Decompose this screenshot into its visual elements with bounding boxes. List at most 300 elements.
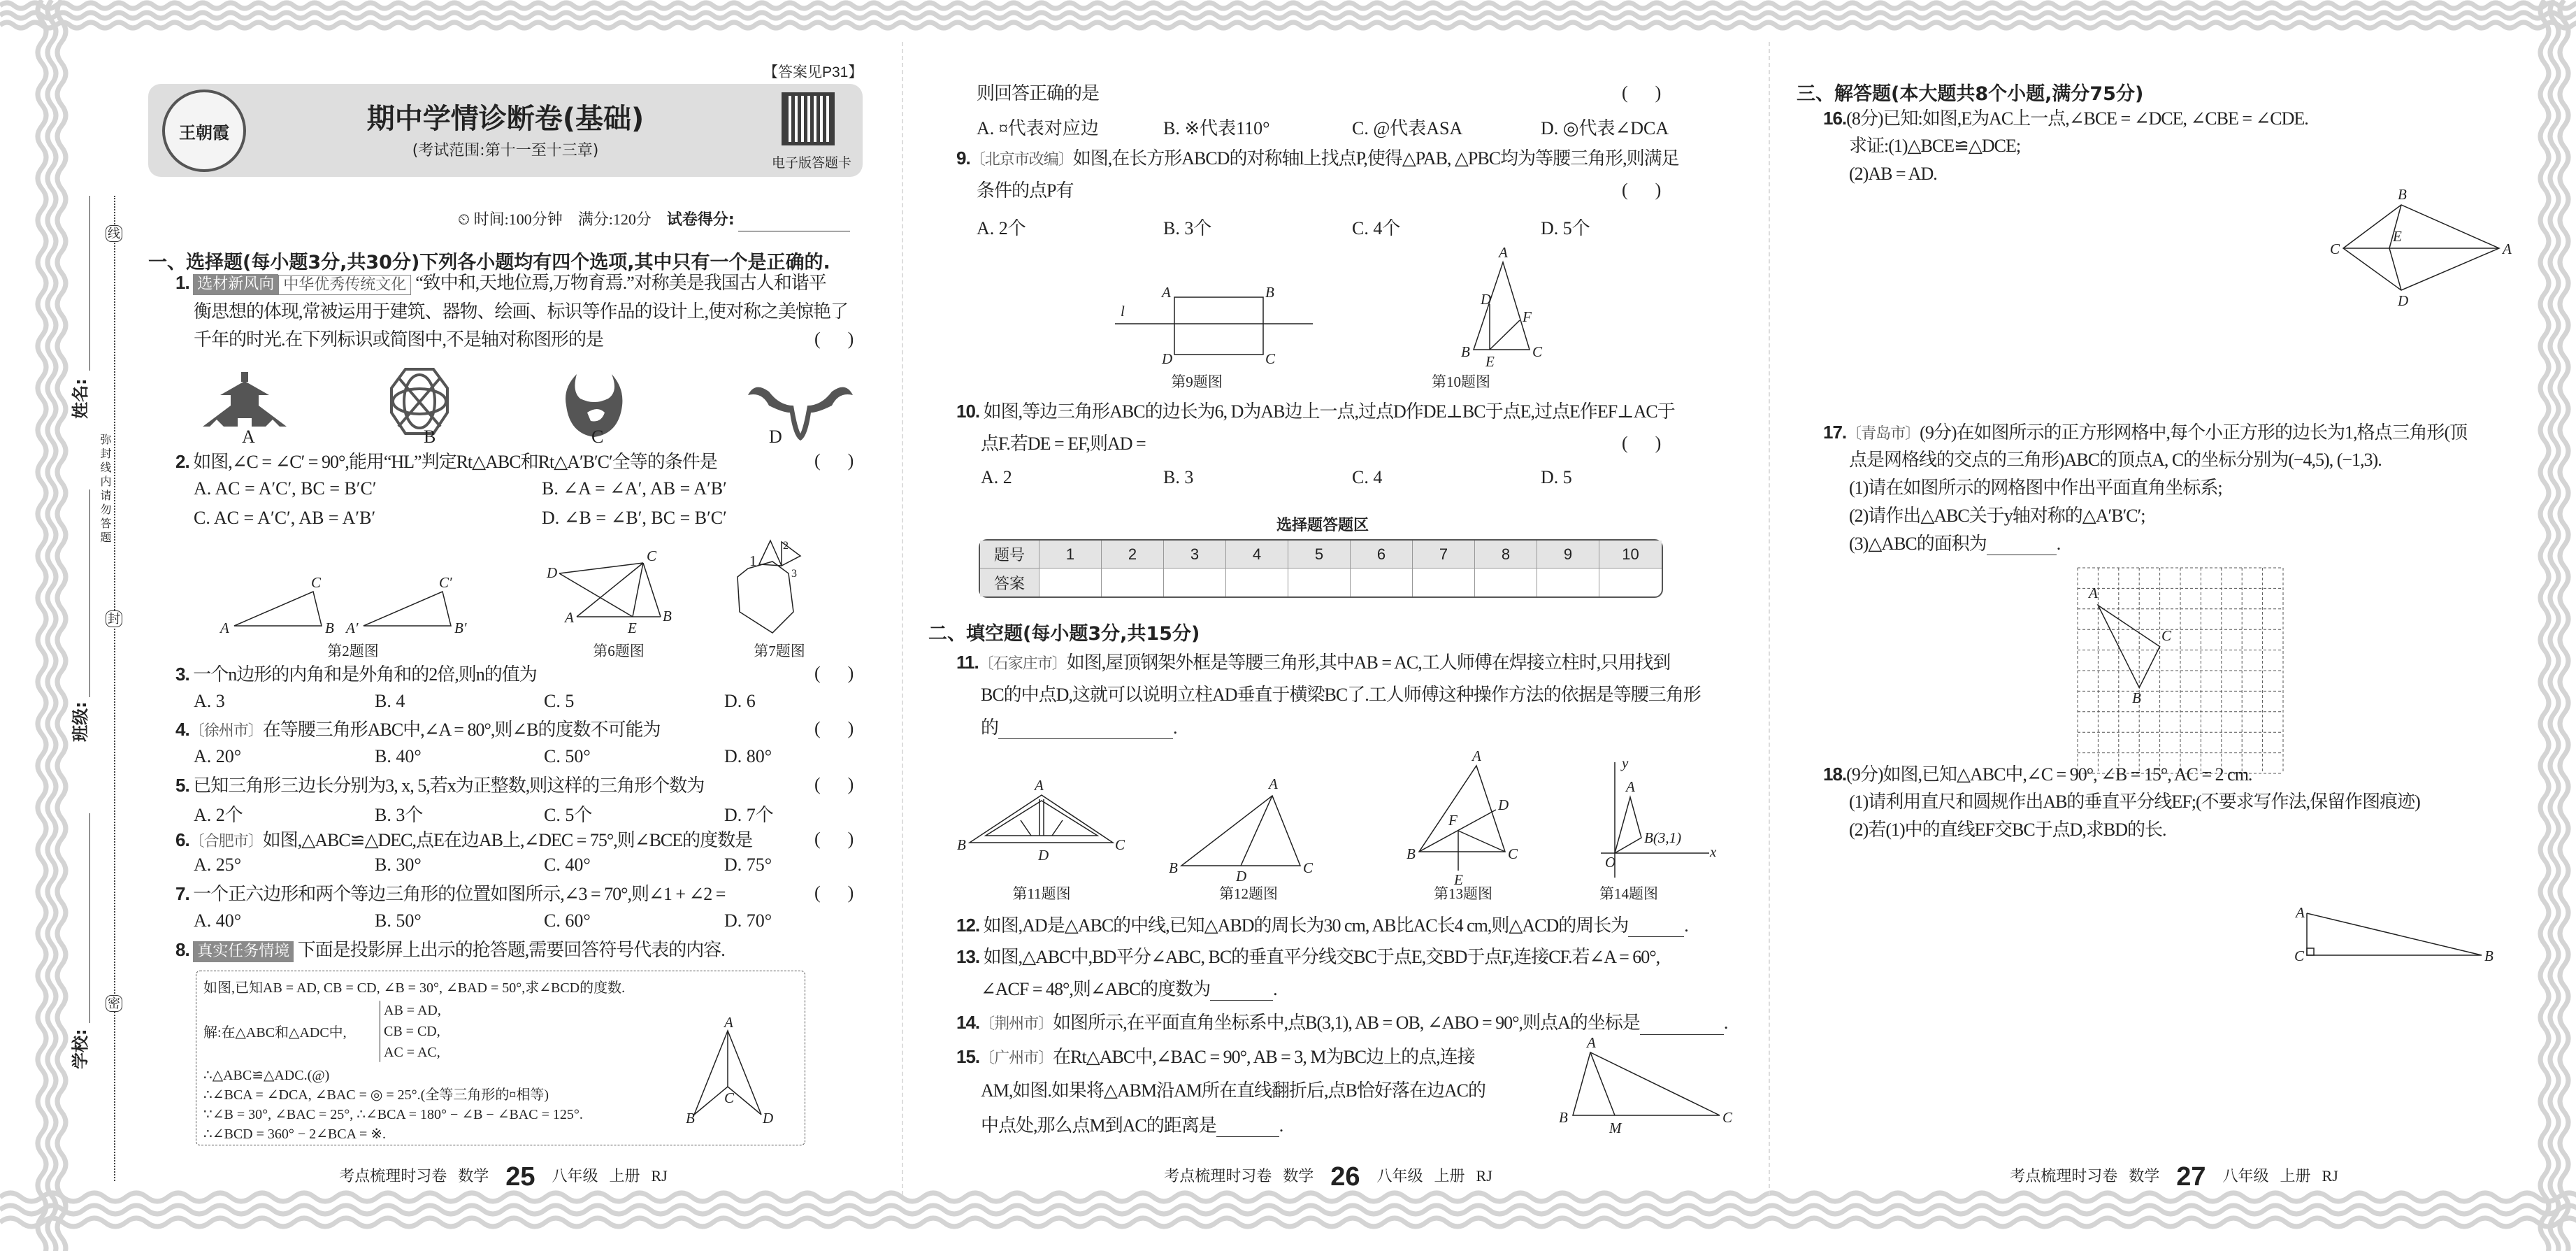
figure-label: B <box>2132 689 2141 706</box>
figure-label: A <box>1472 748 1481 764</box>
question-number: 5. <box>175 775 189 796</box>
figure-label: D <box>1162 350 1173 367</box>
question-text: BC的中点D,这就可以说明立柱AD垂直于横梁BC了.工人师傅这种操作方法的依据是等腰三角形 <box>981 685 1701 705</box>
box-text: CB = CD, <box>384 1024 440 1039</box>
answer-cell[interactable] <box>1039 569 1102 596</box>
option-d[interactable]: D. 7个 <box>724 805 774 825</box>
figure-label: O <box>1605 854 1616 871</box>
answer-table <box>979 539 1663 598</box>
option-b[interactable]: B. 3个 <box>1163 218 1212 238</box>
option-b[interactable]: B <box>424 427 436 447</box>
footer-grade: 八年级 <box>1376 1166 1423 1185</box>
question-text: 衡思想的体现,常被运用于建筑、器物、绘画、标识等作品的设计上,使对称之美惊艳了 <box>194 301 849 322</box>
question-text: 在等腰三角形ABC中,∠A = 80°,则∠B的度数不可能为 <box>262 720 661 740</box>
figure-q16 <box>2328 185 2524 311</box>
figure-q14 <box>1587 755 1720 881</box>
qr-caption: 电子版答题卡 <box>771 156 851 171</box>
option-b[interactable]: B. ※代表110° <box>1163 118 1270 138</box>
question-number: 14. <box>956 1012 980 1033</box>
question-text: 的 . <box>981 717 1177 738</box>
question-text: 中点处,那么点M到AC的距离是 <box>981 1115 1216 1136</box>
figure-caption: 第9题图 <box>1171 373 1223 390</box>
option-b[interactable]: B. 50° <box>375 910 422 931</box>
wave-left <box>48 0 56 1251</box>
option-d[interactable]: D <box>769 427 782 447</box>
question-1 <box>175 271 826 295</box>
question-text: (1)请利用直尺和圆规作出AB的垂直平分线EF;(不要求写作法,保留作图痕迹) <box>1849 792 2420 812</box>
box-text: ∴△ABC≌△ADC.(@) <box>203 1068 330 1083</box>
option-a[interactable]: A. 2个 <box>194 805 243 825</box>
option-b[interactable]: B. 3 <box>1163 467 1194 487</box>
figure-label: B <box>325 620 334 636</box>
question-7 <box>175 882 725 906</box>
answer-reference: 【答案见P31】 <box>763 64 863 80</box>
figure-label: B <box>1559 1109 1568 1126</box>
question-text: 如图,在长方形ABCD的对称轴l上找点P,使得△PAB, △PBC均为等腰三角形,则满足 <box>1072 148 1679 169</box>
footer-edition: RJ <box>651 1166 668 1185</box>
question-number-cell: 3 <box>1164 541 1226 569</box>
figure-label: D <box>547 564 558 581</box>
answer-blank[interactable] <box>1987 537 2057 555</box>
answer-cell[interactable] <box>1413 569 1475 596</box>
question-source: 〔青岛市〕 <box>1846 424 1920 442</box>
option-a[interactable]: A. ¤代表对应边 <box>977 118 1099 138</box>
wave-bottom <box>0 1218 2576 1227</box>
question-number: 12. <box>956 915 980 936</box>
question-text: (1)请在如图所示的网格图中作出平面直角坐标系; <box>1849 478 2222 498</box>
question-number: 7. <box>175 883 189 904</box>
tag-badge: 真实任务情境 <box>193 941 294 962</box>
school-field-line[interactable] <box>89 813 90 1023</box>
question-9 <box>956 147 1679 171</box>
question-17 <box>1823 421 2467 445</box>
answer-table-title: 选择题答题区 <box>1276 517 1369 534</box>
figure-label: C <box>1303 859 1314 876</box>
answer-blank[interactable] <box>1640 1017 1724 1035</box>
option-b[interactable]: B. 30° <box>375 855 422 875</box>
figure-q17-grid[interactable] <box>2069 559 2293 776</box>
question-16 <box>1823 107 2308 130</box>
exam-title: 期中学情诊断卷(基础) <box>366 103 645 135</box>
wave-right <box>2550 0 2559 1251</box>
question-number: 6. <box>175 829 189 850</box>
answer-cell[interactable] <box>1599 569 1662 596</box>
wave-top <box>0 13 2576 18</box>
figure-label: D <box>1481 291 1492 308</box>
option-c[interactable]: C <box>591 427 604 447</box>
figure-label: A <box>2089 585 2098 601</box>
figure-caption: 第13题图 <box>1434 885 1492 902</box>
question-text: 已知三角形三边长分别为3, x, 5,若x为正整数,则这样的三角形个数为 <box>193 775 705 796</box>
footer-volume: 上册 <box>2280 1166 2311 1185</box>
clock-icon: ⏲ <box>458 210 470 228</box>
score-blank[interactable] <box>738 213 850 231</box>
question-number-cell: 1 <box>1039 541 1102 569</box>
ruyi-symbol-icon <box>748 387 853 441</box>
question-number-cell: 5 <box>1288 541 1351 569</box>
option-b[interactable]: B. 3个 <box>375 805 424 825</box>
figure-label: F <box>1448 812 1458 829</box>
figure-q11 <box>954 759 1125 864</box>
footer-volume: 上册 <box>609 1166 640 1185</box>
footer-subject: 数学 <box>2129 1166 2160 1185</box>
option-a[interactable]: A. 40° <box>194 910 242 931</box>
table-header: 答案 <box>980 569 1039 596</box>
option-a[interactable]: A. 2个 <box>977 218 1026 238</box>
page-number: 27 <box>2176 1162 2206 1192</box>
question-number: 13. <box>956 946 980 967</box>
exam-info <box>458 208 850 231</box>
question-3 <box>175 663 537 686</box>
figure-label: C <box>2330 241 2340 257</box>
answer-bracket[interactable]: ( ) <box>814 774 854 794</box>
question-number: 3. <box>175 664 189 685</box>
question-text: 求证:(1)△BCE≌△DCE; <box>1849 136 2021 156</box>
question-number: 16. <box>1823 108 1847 129</box>
table-header: 题号 <box>980 541 1039 569</box>
figure-label: C <box>311 574 322 591</box>
answer-blank[interactable] <box>998 721 1173 739</box>
option-d[interactable]: D. 5个 <box>1541 218 1590 238</box>
answer-blank[interactable] <box>1210 982 1273 1001</box>
seal-char: 封 <box>106 610 122 627</box>
footer-edition: RJ <box>1476 1166 1492 1185</box>
figure-label: C <box>2161 627 2172 644</box>
question-10 <box>956 400 1675 423</box>
box-text: 如图,已知AB = AD, CB = CD, ∠B = 30°, ∠BAD = 50°,求∠BCD的度数. <box>203 980 626 996</box>
figure-label: A <box>1269 775 1278 792</box>
figure-label: A′ <box>346 620 359 636</box>
option-a[interactable]: A. 20° <box>194 746 242 766</box>
class-field-line[interactable] <box>89 489 90 697</box>
question-13 <box>956 945 1660 968</box>
figure-label: B <box>663 608 672 624</box>
question-text: (9分)在如图所示的正方形网格中,每个小正方形的边长为1,格点三角形(顶 <box>1920 422 2468 443</box>
figure-label: A <box>724 1014 733 1031</box>
option-c[interactable]: C. @代表ASA <box>1352 118 1463 138</box>
option-c[interactable]: C. 4个 <box>1352 218 1401 238</box>
answer-bracket[interactable]: ( ) <box>814 663 854 683</box>
figure-q6 <box>545 538 706 636</box>
option-a[interactable]: A. 2 <box>981 467 1012 487</box>
question-14: 14.〔荆州市〕如图所示,在平面直角坐标系中,点B(3,1), AB = OB, ∠ABO = 90°,则点A的坐标是 . <box>956 1011 1727 1035</box>
wave-top <box>0 22 2576 28</box>
page-footer <box>1158 1162 1498 1192</box>
option-b[interactable]: B. 40° <box>375 746 422 766</box>
answer-bracket[interactable]: ( ) <box>814 329 854 349</box>
figure-label: A <box>1626 778 1635 795</box>
figure-label: B <box>1265 284 1274 301</box>
projection-box <box>196 971 805 1145</box>
tag-badge: 中华优秀传统文化 <box>278 275 411 295</box>
answer-cell[interactable] <box>1475 569 1537 596</box>
figure-label: A <box>220 620 229 636</box>
figure-q9 <box>1104 273 1314 371</box>
figure-label: B <box>957 836 966 853</box>
figure-label: C <box>1508 845 1518 862</box>
score-label: 试卷得分: <box>666 211 735 229</box>
tag-badge: 选材新风向 <box>193 274 278 295</box>
logo-text: 王朝霞 <box>179 124 229 143</box>
question-number: 10. <box>956 401 980 422</box>
answer-cell[interactable] <box>1537 569 1599 596</box>
question-source: 〔徐州市〕 <box>189 722 263 739</box>
answer-blank[interactable] <box>1216 1119 1279 1137</box>
question-text: (2)若(1)中的直线EF交BC于点D,求BD的长. <box>1849 820 2166 840</box>
question-4 <box>175 718 660 742</box>
question-text: 如图,△ABC中,BD平分∠ABC, BC的垂直平分线交BC于点E,交BD于点F,连接CF.若∠A = 60°, <box>983 947 1660 967</box>
figure-label: 1 <box>749 552 757 569</box>
question-text: 如图所示,在平面直角坐标系中,点B(3,1), AB = OB, ∠ABO = 90°,则点A的坐标是 <box>1053 1013 1640 1033</box>
figure-label: D <box>2398 292 2409 309</box>
question-text: 则回答正确的是 <box>977 83 1100 103</box>
figure-label: B <box>2484 948 2494 964</box>
figure-q18 <box>2293 902 2503 972</box>
figure-label: 2 <box>783 540 789 552</box>
figure-label: l <box>1121 303 1125 320</box>
footer-subject: 数学 <box>458 1166 489 1185</box>
question-11 <box>956 651 1670 675</box>
exam-time: 时间:100分钟 <box>473 210 563 228</box>
question-number-cell: 2 <box>1102 541 1164 569</box>
figure-label: C <box>647 548 657 564</box>
option-d[interactable]: D. 5 <box>1541 467 1572 487</box>
footer-series: 考点梳理时习卷 <box>339 1166 447 1185</box>
question-number: 11. <box>956 652 979 673</box>
lattice-window-symbol-icon <box>391 369 447 434</box>
answer-blank[interactable] <box>1628 919 1684 937</box>
answer-cell[interactable] <box>1288 569 1351 596</box>
question-number: 17. <box>1823 422 1847 443</box>
question-6 <box>175 829 752 852</box>
wave-right <box>2560 0 2568 1251</box>
figure-q7 <box>734 535 825 640</box>
question-number: 8. <box>175 939 189 960</box>
question-number: 9. <box>956 148 970 169</box>
figure-q12 <box>1160 762 1328 885</box>
page-divider <box>1769 42 1770 1195</box>
question-text: 如图,AD是△ABC的中线,已知△ABD的周长为30 cm, AB比AC长4 cm,则△ACD的周长为 <box>983 915 1629 936</box>
figure-label: D <box>763 1110 774 1127</box>
question-5 <box>175 774 704 797</box>
option-d[interactable]: D. 6 <box>724 691 756 711</box>
figure-label: C <box>1115 836 1125 853</box>
figure-label: C <box>1265 350 1276 367</box>
question-number: 1. <box>175 272 189 293</box>
option-c[interactable]: C. 40° <box>544 855 591 875</box>
question-text: 中点处,那么点M到AC的距离是 . <box>981 1115 1283 1136</box>
qr-code-icon[interactable] <box>782 92 835 145</box>
page-footer <box>333 1162 673 1192</box>
figure-q8 <box>686 1010 777 1129</box>
answer-bracket[interactable]: ( ) <box>814 882 854 903</box>
question-text: 如图,△ABC≌△DEC,点E在边AB上,∠DEC = 75°,则∠BCE的度数是 <box>262 830 753 850</box>
grid-lines <box>2078 568 2283 773</box>
figure-caption: 第12题图 <box>1219 885 1278 902</box>
question-12: 12. 如图,AD是△ABC的中线,已知△ABD的周长为30 cm, AB比AC长4 cm,则△ACD的周长为 . <box>956 915 1688 936</box>
figure-caption: 第6题图 <box>593 643 645 659</box>
option-a[interactable]: A <box>242 427 255 447</box>
section-3-title: 三、解答题(本大题共8个小题,满分75分) <box>1797 83 2144 105</box>
footer-grade: 八年级 <box>2222 1166 2269 1185</box>
wave-bottom <box>0 1206 2576 1214</box>
seal-char: 线 <box>106 225 122 242</box>
option-c[interactable]: C. AC = A′C′, AB = A′B′ <box>194 508 376 528</box>
pavilion-symbol-icon <box>203 372 287 427</box>
question-number: 15. <box>956 1046 980 1067</box>
option-c[interactable]: C. 4 <box>1352 467 1383 487</box>
option-c[interactable]: C. 5个 <box>544 805 593 825</box>
figure-label: B(3,1) <box>1644 829 1682 846</box>
option-b[interactable]: B. 4 <box>375 691 405 711</box>
figure-q13 <box>1398 748 1538 888</box>
figure-label: C′ <box>439 574 452 591</box>
question-number-cell: 8 <box>1475 541 1537 569</box>
option-d[interactable]: D. ◎代表∠DCA <box>1541 118 1669 138</box>
vertical-note: 弥封线内请勿答题 <box>99 434 110 545</box>
question-text: “致中和,天地位焉,万物育焉.”对称美是我国古人和谐平 <box>415 273 826 293</box>
table-row <box>980 569 1662 596</box>
box-text: AB = AD, <box>384 1003 441 1018</box>
page-number: 26 <box>1330 1162 1360 1192</box>
question-text: 如图,屋顶钢架外框是等腰三角形,其中AB = AC,工人师傅在焊接立柱时,只用找到 <box>1066 652 1671 673</box>
question-text: 如图,∠C = ∠C′ = 90°,能用“HL”判定Rt△ABC和Rt△A′B′C′全等的条件是 <box>193 452 717 472</box>
option-d[interactable]: D. ∠B = ∠B′, BC = B′C′ <box>542 508 727 528</box>
figure-caption: 第7题图 <box>754 643 805 659</box>
figure-label: B <box>1169 859 1178 876</box>
footer-series: 考点梳理时习卷 <box>1164 1166 1272 1185</box>
wave-left <box>38 0 46 1251</box>
figure-label: E <box>1454 871 1463 888</box>
question-text: ∠ACF = 48°,则∠ABC的度数为 . <box>981 979 1277 999</box>
option-d[interactable]: D. 80° <box>724 746 772 766</box>
section-2-title: 二、填空题(每小题3分,共15分) <box>928 623 1200 645</box>
question-source: 〔北京市改编〕 <box>970 150 1073 168</box>
question-text: 千年的时光.在下列标识或简图中,不是轴对称图形的是 <box>194 329 604 350</box>
question-number-cell: 6 <box>1351 541 1413 569</box>
answer-cell[interactable] <box>1226 569 1288 596</box>
question-source: 〔荆州市〕 <box>979 1015 1053 1032</box>
figure-label: F <box>1523 308 1532 325</box>
figure-caption: 第11题图 <box>1012 885 1071 902</box>
figure-label: M <box>1609 1120 1622 1136</box>
answer-bracket[interactable]: ( ) <box>814 829 854 849</box>
figure-caption: 第10题图 <box>1432 373 1490 390</box>
question-15 <box>956 1045 1475 1069</box>
q1-symbol-images <box>175 364 909 441</box>
option-d[interactable]: D. 75° <box>724 855 772 875</box>
exam-scope: (考试范围:第十一至十三章) <box>412 142 599 159</box>
figure-label: B′ <box>454 620 467 636</box>
wave-right <box>2540 0 2549 1251</box>
name-field-label: 姓名: <box>71 378 90 419</box>
footer-volume: 上册 <box>1434 1166 1465 1185</box>
figure-label: A <box>1035 777 1044 794</box>
box-text: ∵∠B = 30°, ∠BAC = 25°, ∴∠BCA = 180° − ∠B − ∠BAC = 125°. <box>203 1107 583 1122</box>
answer-cell[interactable] <box>1164 569 1226 596</box>
box-text: ∴∠BCD = 360° − 2∠BCA = ※. <box>203 1127 386 1142</box>
wave-left <box>57 0 66 1251</box>
question-number-cell: 9 <box>1537 541 1599 569</box>
option-a[interactable]: A. 3 <box>194 691 225 711</box>
figure-label: y <box>1622 755 1629 771</box>
answer-bracket[interactable]: ( ) <box>814 450 854 471</box>
class-field-label: 班级: <box>71 701 90 742</box>
answer-cell[interactable] <box>1102 569 1164 596</box>
figure-caption: 第2题图 <box>327 643 379 659</box>
option-b[interactable]: B. ∠A = ∠A′, AB = A′B′ <box>542 478 727 499</box>
figure-label: C <box>2294 948 2305 964</box>
exam-full-score: 满分:120分 <box>577 210 652 228</box>
figure-label: B <box>1406 845 1416 862</box>
seal-char: 密 <box>106 995 122 1012</box>
figure-label: D <box>1236 868 1247 885</box>
question-number: 2. <box>175 451 189 472</box>
question-text: (3)△ABC的面积为 . <box>1849 534 2061 554</box>
figure-label: A <box>1499 244 1508 261</box>
figure-label: C <box>724 1089 735 1106</box>
figure-q10 <box>1433 245 1573 371</box>
figure-label: E <box>2393 228 2402 245</box>
answer-cell[interactable] <box>1351 569 1413 596</box>
question-number-cell: 10 <box>1599 541 1662 569</box>
box-text: AC = AC, <box>384 1045 440 1060</box>
box-text: ∴∠BCA = ∠DCA, ∠BAC = ◎ = 25°.(全等三角形的¤相等) <box>203 1087 549 1103</box>
footer-edition: RJ <box>2322 1166 2338 1185</box>
figure-label: x <box>1710 843 1717 860</box>
figure-label: A <box>1587 1034 1596 1051</box>
footer-grade: 八年级 <box>552 1166 598 1185</box>
question-text: (3)△ABC的面积为 <box>1849 534 1987 554</box>
wave-bottom <box>0 1193 2576 1201</box>
answer-bracket[interactable]: ( ) <box>1622 180 1662 200</box>
figure-label: C <box>1532 343 1543 360</box>
page-number: 25 <box>505 1162 535 1192</box>
question-number: 4. <box>175 719 189 740</box>
name-field-line[interactable] <box>89 196 90 371</box>
figure-caption: 第14题图 <box>1599 885 1658 902</box>
question-source: 〔石家庄市〕 <box>978 655 1067 672</box>
figure-q2 <box>217 552 496 650</box>
question-text: (2)AB = AD. <box>1849 164 1937 184</box>
page-divider <box>902 42 903 1195</box>
answer-bracket[interactable]: ( ) <box>814 718 854 738</box>
figure-label: B <box>1461 343 1470 360</box>
question-text: 点F.若DE = EF,则AD = <box>981 434 1146 454</box>
option-d[interactable]: D. 70° <box>724 910 772 931</box>
question-source: 〔广州市〕 <box>979 1049 1053 1066</box>
answer-bracket[interactable]: ( ) <box>1622 83 1662 103</box>
option-c[interactable]: C. 60° <box>544 910 591 931</box>
box-text: 解:在△ABC和△ADC中, <box>203 1025 347 1041</box>
question-text: 一个正六边形和两个等边三角形的位置如图所示,∠3 = 70°,则∠1 + ∠2 = <box>193 884 726 904</box>
question-2 <box>175 450 717 473</box>
figure-label: A <box>2296 904 2305 921</box>
option-a[interactable]: A. 25° <box>194 855 242 875</box>
option-c[interactable]: C. 50° <box>544 746 591 766</box>
question-text: 如图,等边三角形ABC的边长为6, D为AB边上一点,过点D作DE⊥BC于点E,过点E作EF⊥AC于 <box>983 401 1675 422</box>
figure-label: A <box>1162 284 1171 301</box>
option-a[interactable]: A. AC = A′C′, BC = B′C′ <box>194 478 377 499</box>
question-text: ∠ACF = 48°,则∠ABC的度数为 <box>981 979 1211 999</box>
wave-top <box>0 3 2576 8</box>
option-c[interactable]: C. 5 <box>544 691 575 711</box>
question-text: (2)请作出△ABC关于y轴对称的△A′B′C′; <box>1849 506 2145 526</box>
question-number-cell: 4 <box>1226 541 1288 569</box>
question-text: (8分)已知:如图,E为AC上一点,∠BCE = ∠DCE, ∠CBE = ∠CDE. <box>1846 108 2308 129</box>
question-text: 的 <box>981 717 999 738</box>
answer-bracket[interactable]: ( ) <box>1622 433 1662 453</box>
